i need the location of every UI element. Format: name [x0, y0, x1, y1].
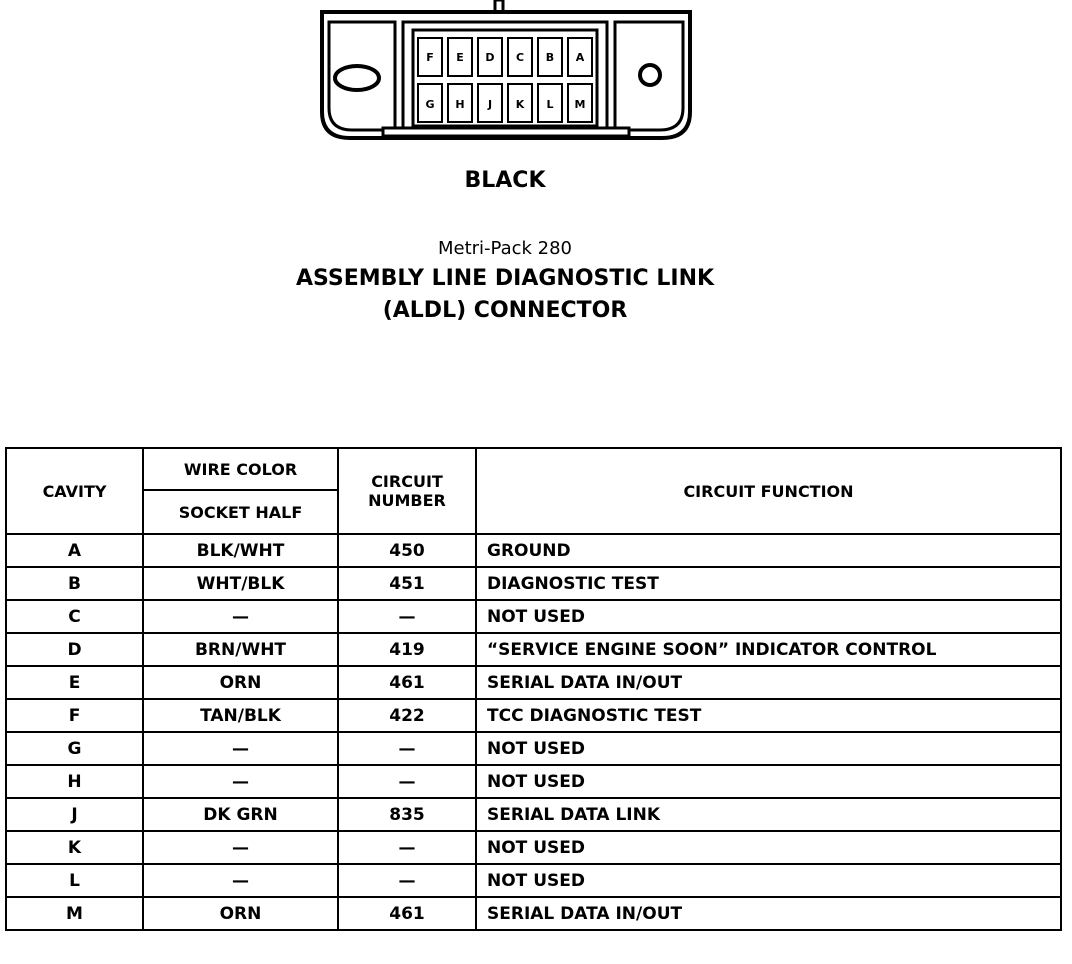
pin-label: E	[456, 51, 464, 64]
cell-circuit-number: 835	[338, 798, 476, 831]
cell-circuit-number: 450	[338, 534, 476, 567]
cell-wire-color: —	[143, 864, 338, 897]
table-row	[6, 699, 1061, 732]
connector-color: BLACK	[464, 168, 546, 193]
header-socket-half: SOCKET HALF	[143, 490, 338, 534]
cell-wire-color: —	[143, 732, 338, 765]
table-row	[6, 666, 1061, 699]
pin-label: J	[487, 98, 493, 111]
connector-part-number: Metri-Pack 280	[437, 238, 573, 259]
cell-wire-color: BLK/WHT	[143, 534, 338, 567]
cell-circuit-function: SERIAL DATA IN/OUT	[476, 897, 1061, 930]
cell-cavity: A	[6, 534, 143, 567]
cell-circuit-number: 422	[338, 699, 476, 732]
cell-circuit-function: TCC DIAGNOSTIC TEST	[476, 699, 1061, 732]
header-circuit-line2: NUMBER	[368, 491, 446, 510]
cell-circuit-number: —	[338, 600, 476, 633]
connector-foot	[383, 128, 629, 136]
cell-circuit-function: NOT USED	[476, 600, 1061, 633]
header-circuit-number	[338, 448, 476, 534]
cell-cavity: G	[6, 732, 143, 765]
cell-wire-color: BRN/WHT	[143, 633, 338, 666]
cell-wire-color: ORN	[143, 666, 338, 699]
connector-title: ASSEMBLY LINE DIAGNOSTIC LINK	[295, 266, 715, 291]
cell-circuit-function: DIAGNOSTIC TEST	[476, 567, 1061, 600]
cell-cavity: D	[6, 633, 143, 666]
table-row	[6, 633, 1061, 666]
cell-wire-color: TAN/BLK	[143, 699, 338, 732]
cell-circuit-number: 461	[338, 666, 476, 699]
table-row	[6, 831, 1061, 864]
cell-circuit-number: —	[338, 831, 476, 864]
cell-circuit-function: “SERVICE ENGINE SOON” INDICATOR CONTROL	[476, 633, 1061, 666]
cell-circuit-function: NOT USED	[476, 732, 1061, 765]
cell-wire-color: —	[143, 765, 338, 798]
cell-circuit-number: 461	[338, 897, 476, 930]
cell-cavity: F	[6, 699, 143, 732]
cell-circuit-function: NOT USED	[476, 864, 1061, 897]
pin-label: G	[425, 98, 435, 111]
cell-wire-color: WHT/BLK	[143, 567, 338, 600]
right-mounting-hole	[640, 65, 660, 85]
cell-circuit-number: —	[338, 765, 476, 798]
table-row	[6, 897, 1061, 930]
table-row	[6, 600, 1061, 633]
header-wire-color: WIRE COLOR	[143, 448, 338, 490]
cell-cavity: E	[6, 666, 143, 699]
table-row	[6, 732, 1061, 765]
cell-wire-color: ORN	[143, 897, 338, 930]
pin-label: D	[485, 51, 495, 64]
cell-cavity: M	[6, 897, 143, 930]
header-circuit-function: CIRCUIT FUNCTION	[476, 448, 1061, 534]
cell-circuit-number: 419	[338, 633, 476, 666]
cell-circuit-function: SERIAL DATA LINK	[476, 798, 1061, 831]
cell-cavity: L	[6, 864, 143, 897]
pin-label: H	[455, 98, 465, 111]
cell-circuit-number: 451	[338, 567, 476, 600]
pin-label: A	[575, 51, 585, 64]
cell-cavity: B	[6, 567, 143, 600]
table-row	[6, 567, 1061, 600]
cell-cavity: C	[6, 600, 143, 633]
connector-title-sub: (ALDL) CONNECTOR	[382, 298, 628, 323]
header-cavity: CAVITY	[6, 448, 143, 534]
table-row	[6, 864, 1061, 897]
cell-circuit-number: —	[338, 732, 476, 765]
pin-label: K	[515, 98, 525, 111]
left-mounting-hole	[335, 66, 379, 90]
aldl-connector-diagram	[0, 0, 1072, 160]
table-row	[6, 765, 1061, 798]
cell-cavity: J	[6, 798, 143, 831]
cell-wire-color: —	[143, 600, 338, 633]
cell-circuit-function: SERIAL DATA IN/OUT	[476, 666, 1061, 699]
cell-cavity: H	[6, 765, 143, 798]
cell-wire-color: —	[143, 831, 338, 864]
pin-label: F	[426, 51, 434, 64]
header-circuit-line1: CIRCUIT	[371, 472, 443, 491]
cell-circuit-function: NOT USED	[476, 765, 1061, 798]
pinout-rows	[6, 534, 1061, 930]
cell-circuit-function: NOT USED	[476, 831, 1061, 864]
cell-wire-color: DK GRN	[143, 798, 338, 831]
cell-circuit-function: GROUND	[476, 534, 1061, 567]
pin-label: L	[546, 98, 554, 111]
pin-label: M	[574, 98, 586, 111]
cell-cavity: K	[6, 831, 143, 864]
table-row	[6, 798, 1061, 831]
pinout-table	[5, 447, 1062, 931]
pin-label: B	[545, 51, 555, 64]
table-row	[6, 534, 1061, 567]
pin-label: C	[515, 51, 525, 64]
cell-circuit-number: —	[338, 864, 476, 897]
